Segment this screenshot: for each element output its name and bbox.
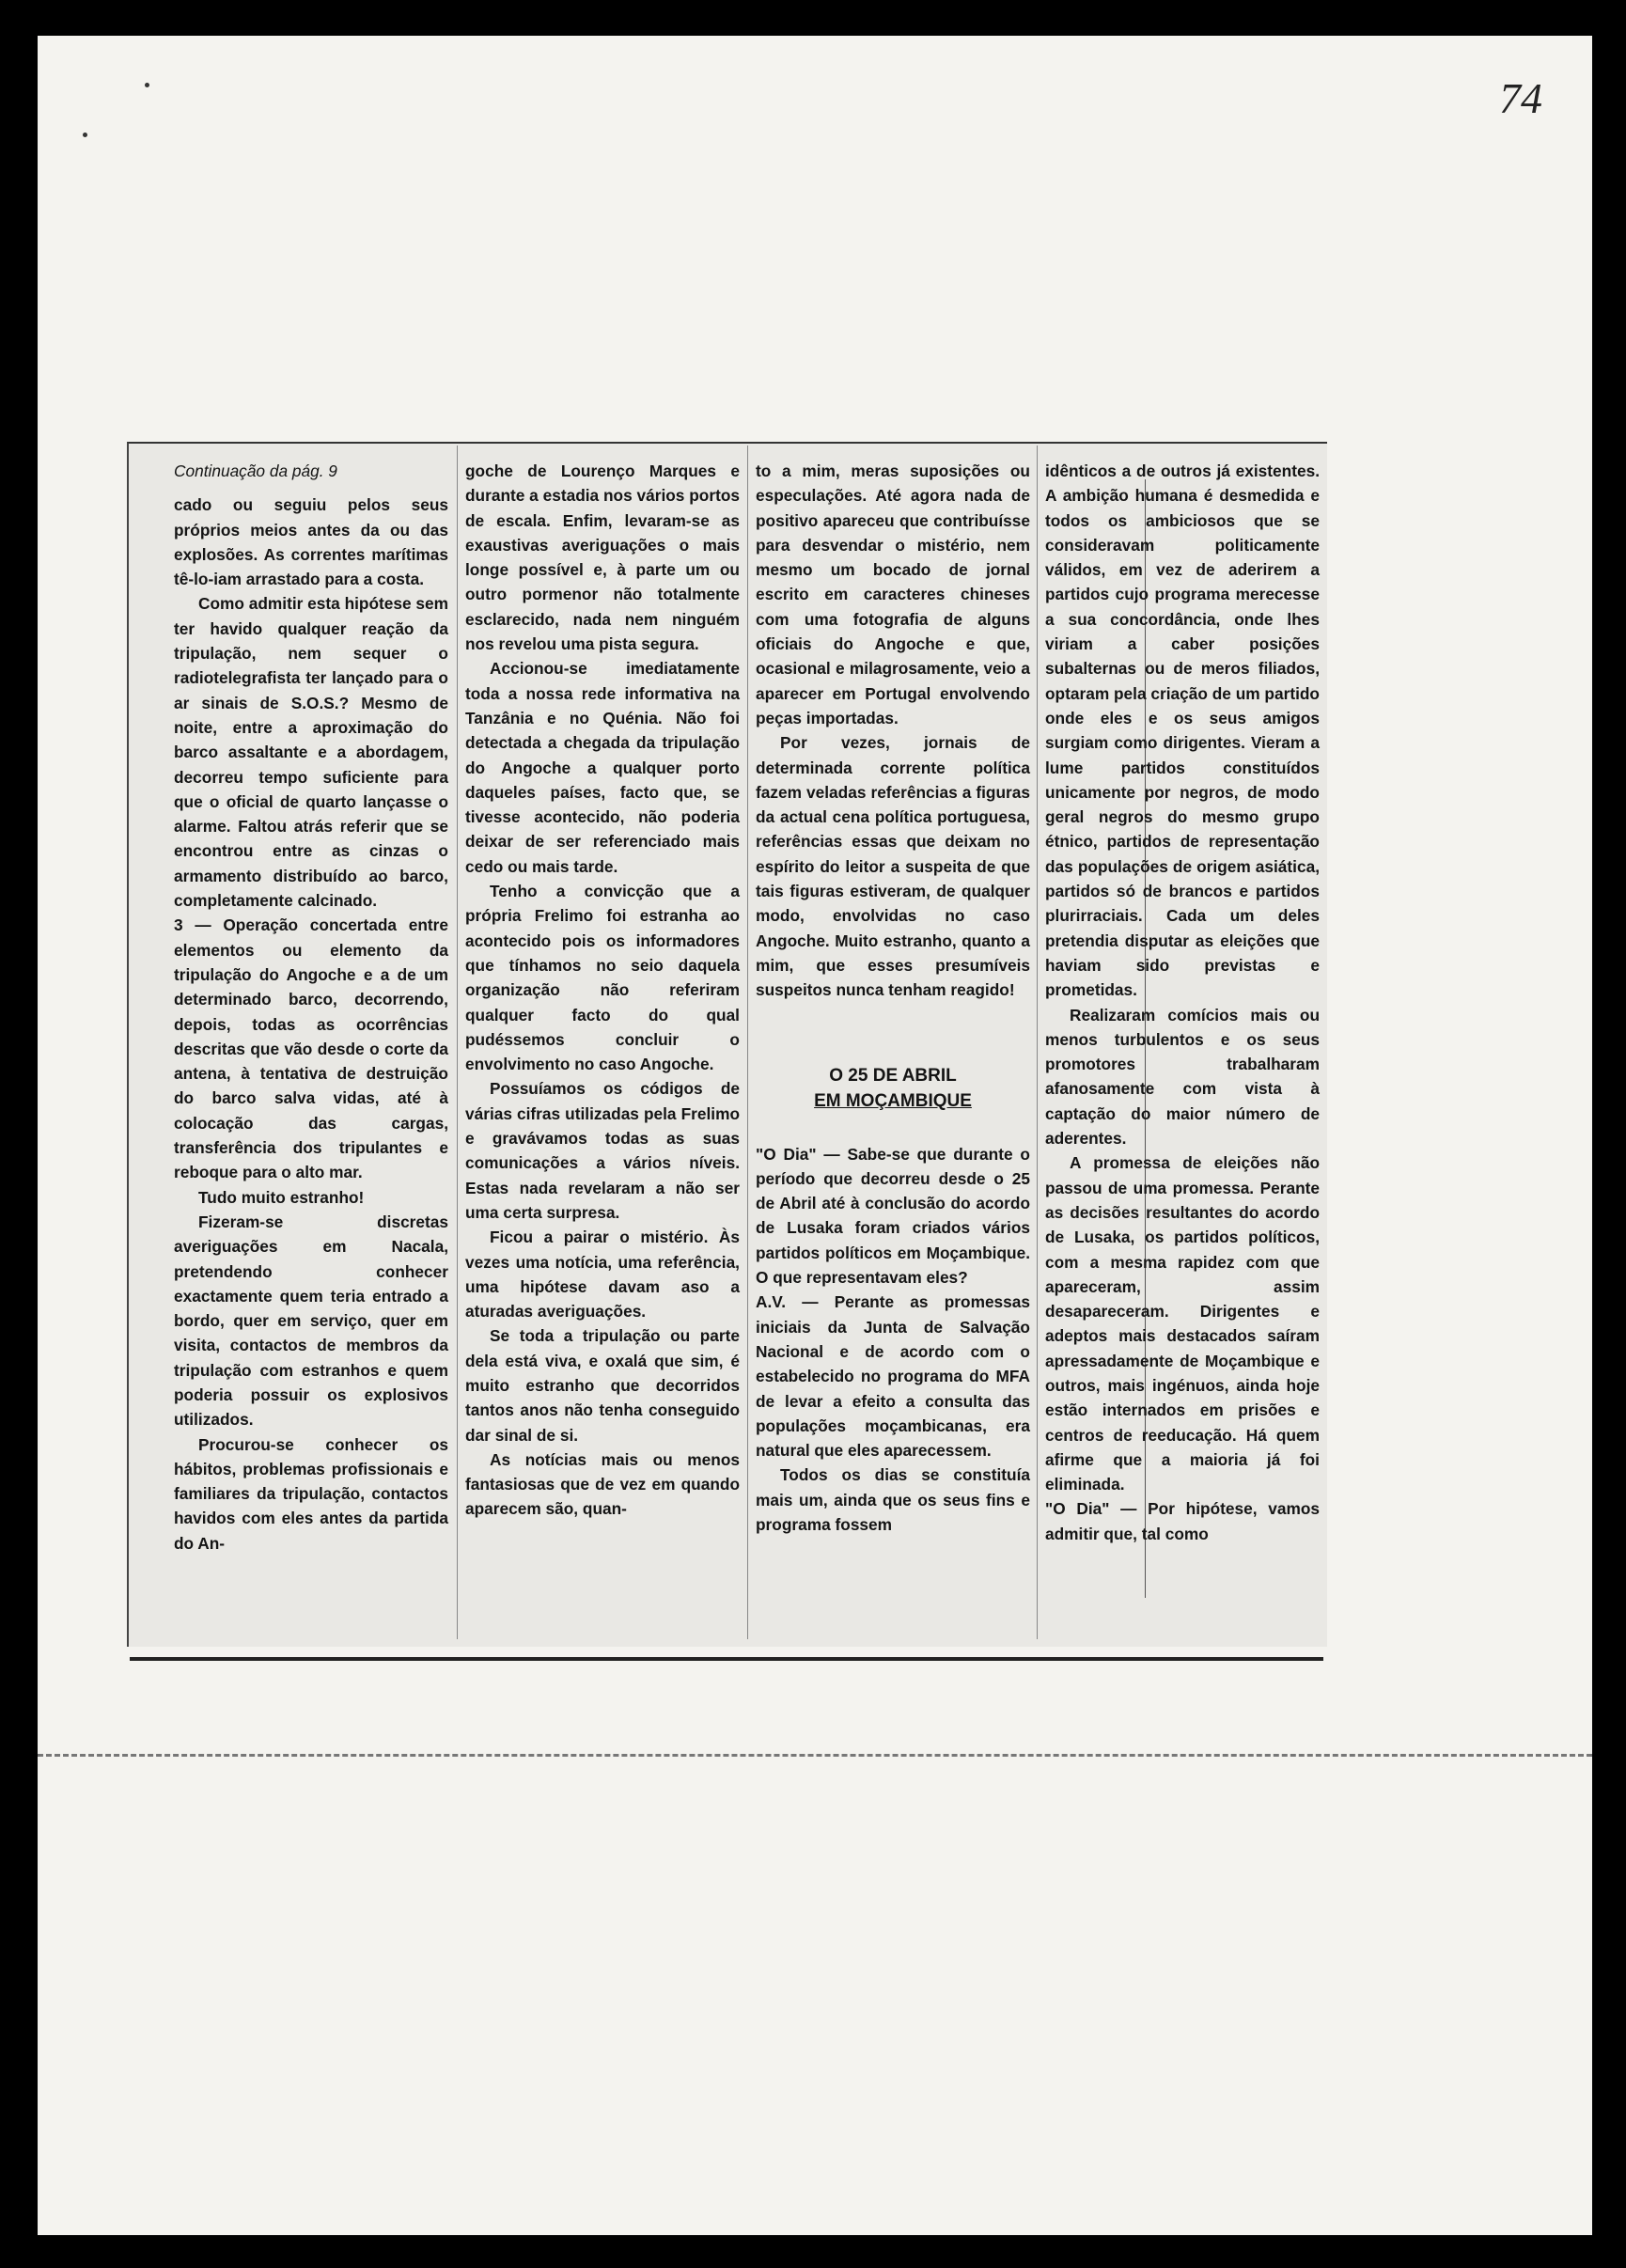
page-number: 74 [1499,74,1542,122]
paragraph: Todos os dias se constituía mais um, ainda que os seus fins e programa fossem [756,1465,1030,1534]
clipping-bottom-rule [130,1657,1323,1661]
fold-line [38,1754,1592,1757]
article-column-3 [756,459,1030,1537]
paragraph: Possuíamos os códigos de várias cifras utilizadas pela Frelimo e gravávamos todas as suas comunicações a vários níveis. Estas nada revelaram a não ser uma certa surpresa. [465,1079,740,1222]
paragraph: idênticos a de outros já existentes. A ambição humana é desmedida e todos os ambiciosos que se consideravam politicamente válidos, em vez de aderirem a partidos cujo programa merecesse a sua concordância, onde lhes viriam a caber posições subalternas ou de meros filiados, optaram pela criação de um partido onde eles e os seus amigos surgiam como dirigentes. Vieram a lume partidos constituídos unicamente por negros, de modo geral negros do mesmo grupo étnico, partidos de representação das populações de origem asiática, partidos só de brancos e partidos plurirraciais. Cada um deles pretendia disputar as eleições que haviam sido previstas e prometidas. [1045,461,1320,1000]
paragraph: Accionou-se imediatamente toda a nossa rede informativa na Tanzânia e no Quénia. Não foi detectada a chegada da tripulação do Angoche a qualquer porto daqueles países, facto que, se tivesse acontecido, não poderia deixar de ser referenciado mais cedo ou mais tarde. [465,659,740,876]
interview-question: "O Dia" — Por hipótese, vamos admitir que, tal como [1045,1499,1320,1543]
paragraph: Tenho a convicção que a própria Frelimo foi estranha ao acontecido pois os informadores que tínhamos no seio daquela organização não referiram qualquer facto do qual pudéssemos concluir o envolvimento no caso Angoche. [465,882,740,1074]
article-column-4 [1045,459,1320,1546]
paragraph: 3 — Operação concertada entre elementos ou elemento da tripulação do Angoche e a de um determinado barco, decorrendo, depois, todas as ocorrências descritas que vão desde o corte da antena, à tentativa de destruição do barco salva vidas, até à colocação das cargas, transferência dos tripulantes e reboque para o alto mar. [174,915,448,1182]
paragraph: Procurou-se conhecer os hábitos, problemas profissionais e familiares da tripulação, contactos havidos com eles antes da partida do An- [174,1434,448,1553]
paragraph: A promessa de eleições não passou de uma promessa. Perante as decisões resultantes do acordo de Lusaka, os partidos políticos, com a mesma rapidez com que apareceram, assim desapareceram. Dirigentes e adeptos mais destacados saíram apressadamente de Moçambique e outros, mais ingénuos, ainda hoje estão internados em prisões e centros de reeducação. Há quem afirme que a maioria já foi eliminada. [1045,1153,1320,1494]
heading-line: O 25 DE ABRIL [829,1065,957,1086]
interview-question: "O Dia" — Sabe-se que durante o período que decorreu desde o 25 de Abril até à conclusão do acordo de Lusaka foram criados vários partidos políticos em Moçambique. O que representavam eles? [756,1144,1030,1288]
column-rule [457,446,458,1639]
paragraph: Por vezes, jornais de determinada corrente política fazem veladas referências a figuras da actual cena política portuguesa, referências essas que deixam no espírito do leitor a suspeita de que tais figuras estiveram, de qualquer modo, envolvidas no caso Angoche. Muito estranho, quanto a mim, que esses presumíveis suspeitos nunca tenham reagido! [756,733,1030,1000]
paragraph: Fizeram-se discretas averiguações em Nacala, pretendendo conhecer exactamente quem teria entrado a bordo, quer em serviço, quer em visita, contactos de membros da tripulação com estranhos e quem poderia possuir os explosivos utilizados. [174,1212,448,1430]
paragraph: Tudo muito estranho! [198,1187,365,1207]
article-column-2 [465,459,740,1522]
continuation-note: Continuação da pág. 9 [174,461,337,480]
column-rule [747,446,748,1639]
paragraph: Ficou a pairar o mistério. Às vezes uma notícia, uma referência, uma hipótese davam aso a aturadas averiguações. [465,1228,740,1322]
paragraph: As notícias mais ou menos fantasiosas que de vez em quando aparecem são, quan- [465,1449,740,1519]
article-column-1 [174,459,448,1556]
paragraph: Se toda a tripulação ou parte dela está viva, e oxalá que sim, é muito estranho que decorridos tantos anos não tenha conseguido dar sinal de si. [465,1326,740,1445]
paragraph: Como admitir esta hipótese sem ter havido qualquer reação da tripulação, nem sequer o radiotelegrafista ter lançado para o ar sinais de S.O.S.? Mesmo de noite, entre a aproximação do barco assaltante e a abordagem, decorreu tempo suficiente para que o oficial de quarto lançasse o alarme. Faltou atrás referir que se encontrou entre as cinzas o armamento distribuído ao barco, completamente calcinado. [174,594,449,911]
paragraph: Realizaram comícios mais ou menos turbulentos e os seus promotores trabalharam afanosamente com vista à captação do maior número de aderentes. [1045,1005,1320,1149]
paragraph: cado ou seguiu pelos seus próprios meios antes da ou das explosões. As correntes marítimas tê-lo-iam arrastado para a costa. [174,495,448,589]
paragraph: to a mim, meras suposições ou especulações. Até agora nada de positivo apareceu que contribuísse para desvendar o mistério, nem mesmo um bocado de jornal escrito em caracteres chineses com uma fotografia de alguns oficiais do Angoche e que, ocasional e milagrosamente, veio a aparecer em Portugal envolvendo peças importadas. [756,461,1030,727]
heading-line: EM MOÇAMBIQUE [814,1090,972,1111]
column-rule [1037,446,1038,1639]
section-heading [756,1063,1030,1114]
interview-answer: A.V. — Perante as promessas iniciais da Junta de Salvação Nacional e de acordo com o estabelecido no programa do MFA de levar a efeito a consulta das populações moçambicanas, era natural que eles aparecessem. [756,1292,1030,1461]
speck [145,83,149,87]
paragraph: goche de Lourenço Marques e durante a estadia nos vários portos de escala. Enfim, levaram-se as exaustivas averiguações o mais longe possível e, à parte um ou outro pormenor não totalmente esclarecido, nada nem ninguém nos revelou uma pista segura. [465,461,740,654]
speck [83,133,87,137]
